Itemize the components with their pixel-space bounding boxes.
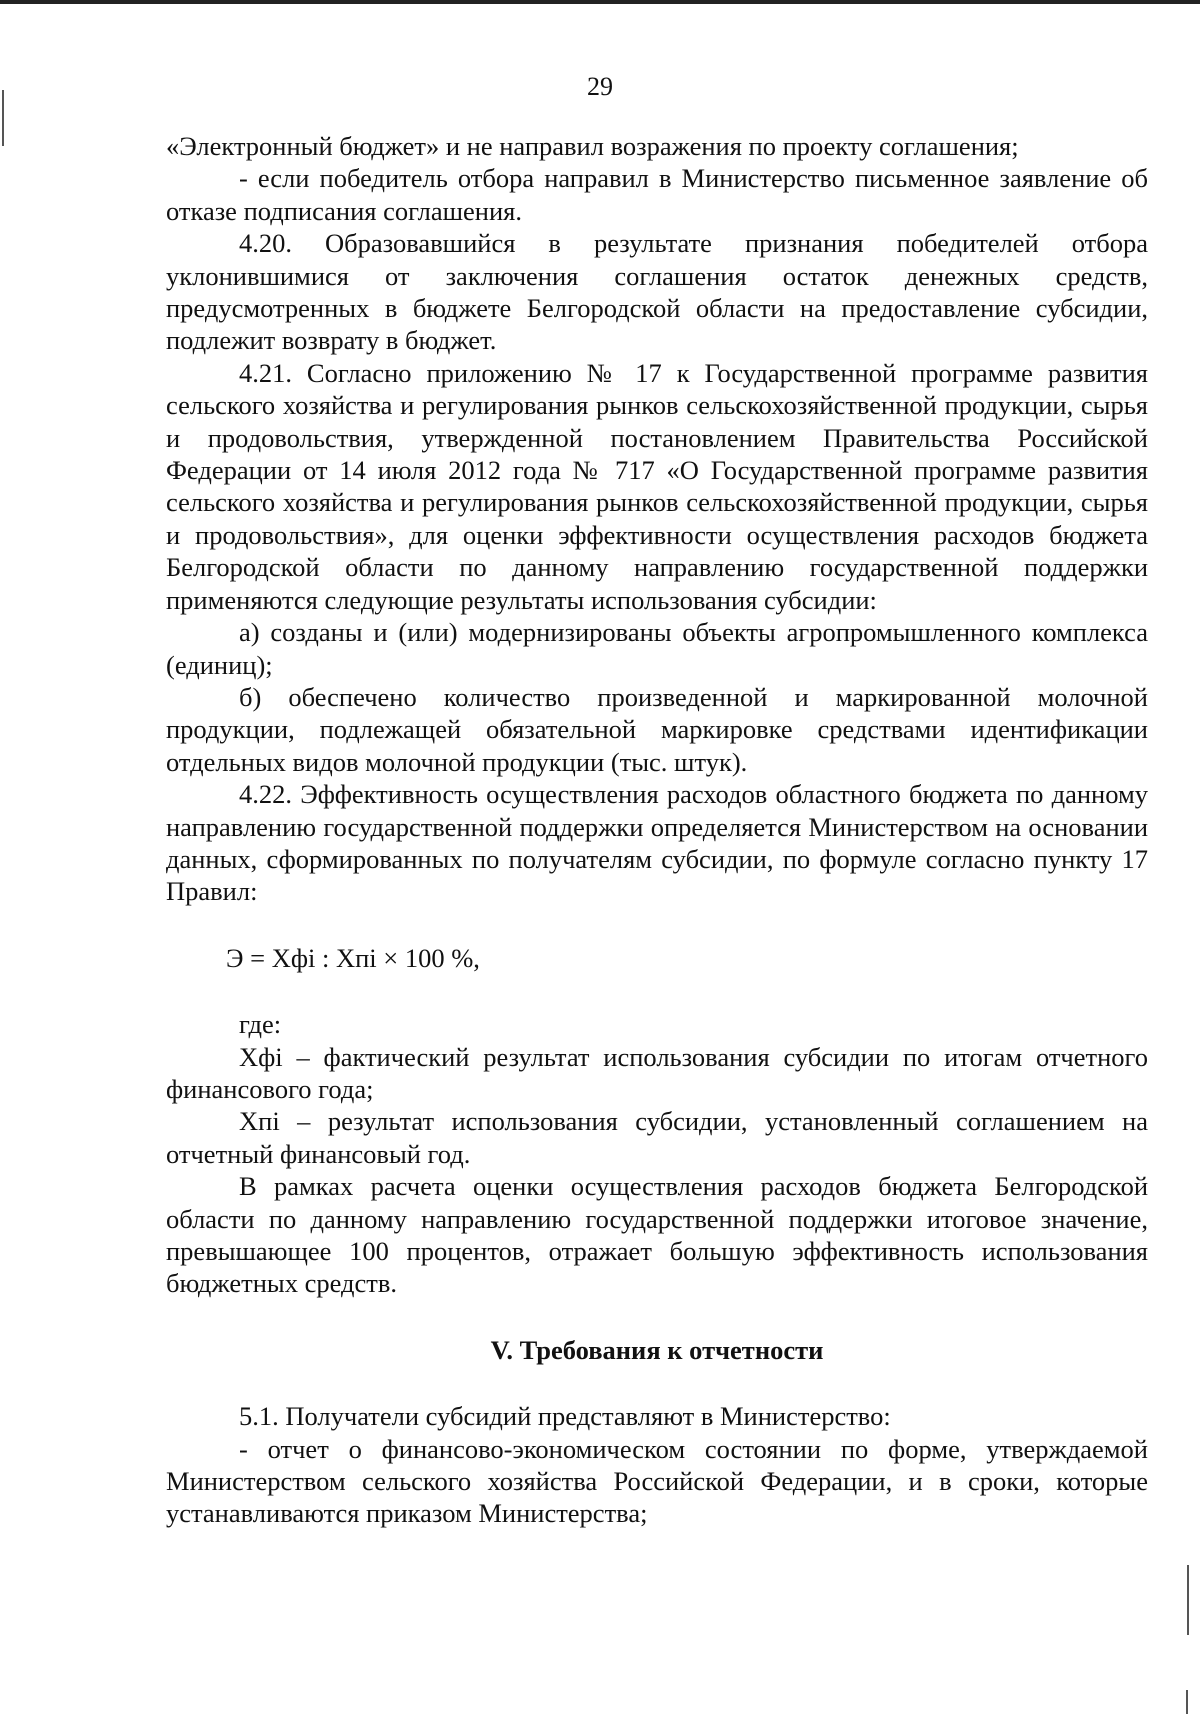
paragraph-4-22: 4.22. Эффективность осуществления расходов областного бюджета по данному направлению государственной поддержки определяется Министерством на основании данных, сформированных по получателям субсидии, по формуле согласно пункту 17 Правил:	[166, 779, 1148, 907]
scan-edge-mark	[1186, 1690, 1188, 1714]
document-body	[166, 130, 1148, 1530]
page-number: 29	[587, 72, 613, 101]
paragraph-4-20: 4.20. Образовавшийся в результате признания победителей отбора уклонившимися от заключения соглашения остаток денежных средств, предусмотренных в бюджете Белгородской области на предоставление субсидии, подлежит возврату в бюджет.	[166, 228, 1148, 356]
paragraph-5-1: 5.1. Получатели субсидий представляют в Министерство:	[239, 1401, 891, 1432]
definition-xp: Хпi – результат использования субсидии, установленный соглашением на отчетный финансовый год.	[166, 1106, 1148, 1169]
definition-xf: Хфi – фактический результат использования субсидии по итогам отчетного финансового года;	[166, 1041, 1148, 1104]
paragraph: «Электронный бюджет» и не направил возражения по проекту соглашения;	[166, 131, 1019, 161]
paragraph-where: где:	[239, 1009, 282, 1040]
paragraph: - отчет о финансово-экономическом состоянии по форме, утверждаемой Министерством сельского хозяйства Российской Федерации, и в сроки, которые устанавливаются приказом Министерства;	[166, 1433, 1148, 1529]
paragraph: В рамках расчета оценки осуществления расходов бюджета Белгородской области по данному направлению государственной поддержки итоговое значение, превышающее 100 процентов, отражает большую эффективность использования бюджетных средств.	[166, 1171, 1148, 1299]
efficiency-formula: Э = Хфi : Хпi × 100 %,	[226, 942, 480, 973]
paragraph-4-21: 4.21. Согласно приложению № 17 к Государственной программе развития сельского хозяйства и регулирования рынков сельскохозяйственной продукции, сырья и продовольствия, утвержденной постановлением Правительства Российской Федерации от 14 июля 2012 года № 717 «О Государственной программе развития сельского хозяйства и регулирования рынков сельскохозяйственной продукции, сырья и продовольствия», для оценки эффективности осуществления расходов бюджета Белгородской области по данному направлению государственной поддержки применяются следующие результаты использования субсидии:	[166, 357, 1148, 615]
scan-top-border	[0, 0, 1200, 4]
list-item-b: б) обеспечено количество произведенной и маркированной молочной продукции, подлежащей обязательной маркировке средствами идентификации отдельных видов молочной продукции (тыс. штук).	[166, 681, 1148, 777]
scan-edge-mark	[1187, 1565, 1189, 1635]
paragraph: - если победитель отбора направил в Министерство письменное заявление об отказе подписания соглашения.	[166, 163, 1148, 226]
list-item-a: а) созданы и (или) модернизированы объекты агропромышленного комплекса (единиц);	[166, 617, 1148, 680]
section-heading: V. Требования к отчетности	[490, 1334, 824, 1365]
